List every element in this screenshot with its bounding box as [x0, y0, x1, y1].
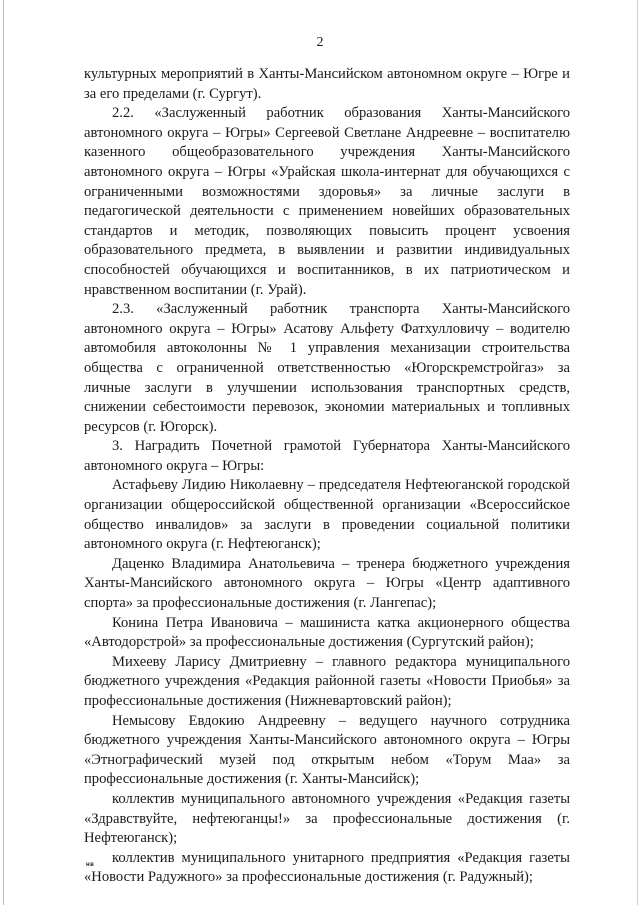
scan-edge-right: [637, 0, 638, 905]
award-entry-mikheeva: Михееву Ларису Дмитриевну – главного редактора муниципального бюджетного учреждения «Редакция районной газеты «Новости Приобья» за профессиональные достижения (Нижневартовский район);: [84, 653, 570, 709]
footer-initials: нв: [86, 862, 95, 868]
award-entry-astafieva: Астафьеву Лидию Николаевну – председателя Нефтеюганской городской организации общероссийской общественной организации «Всероссийское общество инвалидов» за заслуги в проведении социальной политики автономного округа (г. Нефтеюганск);: [84, 477, 570, 553]
paragraph-item-2-3: 2.3. «Заслуженный работник транспорта Ханты-Мансийского автономного округа – Югры» Асатову Альфету Фатхулловичу – водителю автомобиля автоколонны № 1 управления механизации строительства общества с ограниченной ответственностью «Югорскремстройгаз» за личные заслуги в улучшении использования транспортных средств, снижении себестоимости перевозок, экономии материальных и топливных ресурсов (г. Югорск).: [84, 301, 570, 435]
page-number: 2: [316, 35, 324, 50]
award-entry-konin: Конина Петра Ивановича – машиниста катка акционерного общества «Автодорстрой» за профессиональные достижения (Сургутский район);: [84, 614, 570, 651]
award-entry-collective-nefteyugansk: коллектив муниципального автономного учреждения «Редакция газеты «Здравствуйте, нефтеюганцы!» за профессиональные достижения (г. Нефтеюганск);: [84, 790, 570, 847]
document-body: [84, 65, 570, 888]
award-entry-nemysova: Немысову Евдокию Андреевну – ведущего научного сотрудника бюджетного учреждения Ханты-Мансийского автономного округа – Югры «Этнографический музей под открытым небом «Торум Маа» за профессиональные достижения (г. Ханты-Мансийск);: [84, 712, 570, 788]
scan-edge-left: [3, 0, 4, 905]
award-entry-datsenko: Даценко Владимира Анатольевича – тренера бюджетного учреждения Ханты-Мансийского автономного округа – Югры «Центр адаптивного спорта» за профессиональные достижения (г. Лангепас);: [84, 555, 570, 612]
paragraph-item-3: 3. Наградить Почетной грамотой Губернатора Ханты-Мансийского автономного округа – Югры:: [84, 438, 570, 474]
award-entry-collective-raduzhny: коллектив муниципального унитарного предприятия «Редакция газеты «Новости Радужного» за профессиональные достижения (г. Радужный);: [84, 849, 570, 886]
paragraph-item-2-2: 2.2. «Заслуженный работник образования Ханты-Мансийского автономного округа – Югры» Сергеевой Светлане Андреевне – воспитателю казенного общеобразовательного учреждения Ханты-Мансийского автономного округа – Югры «Урайская школа-интернат для обучающихся с ограниченными возможностями здоровья» за личные заслуги в педагогической деятельности с применением новейших образовательных стандартов и методик, позволяющих повысить процент усвоения образовательного предмета, в выявлении и развитии индивидуальных способностей обучающихся и воспитанников, в их патриотическом и нравственном воспитании (г. Урай).: [84, 105, 570, 298]
paragraph-continuation: культурных мероприятий в Ханты-Мансийском автономном округе – Югре и за его пределами (г. Сургут).: [84, 66, 570, 102]
